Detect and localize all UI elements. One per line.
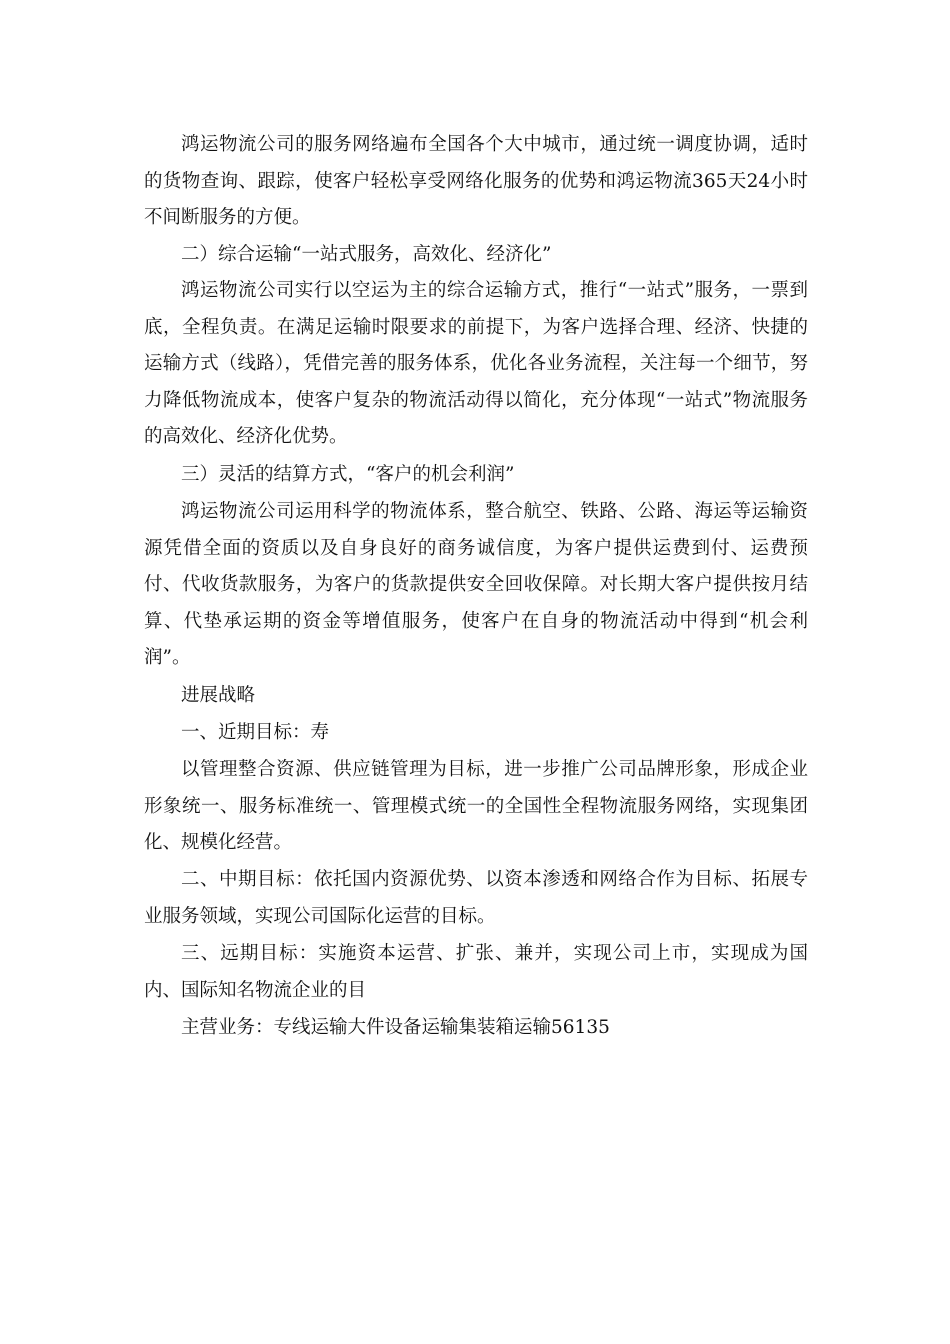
paragraph-long-term-goal: 三、远期目标：实施资本运营、扩张、兼并，实现公司上市，实现成为国内、国际知名物流企业的目 [144, 943, 808, 1001]
heading-integrated-transport: 二）综合运输“一站式服务，高效化、经济化” [181, 244, 552, 265]
heading-settlement: 三）灵活的结算方式，“客户的机会利润” [181, 464, 515, 485]
paragraph-mid-term-goal: 二、中期目标：依托国内资源优势、以资本渗透和网络合作为目标、拓展专业服务领域，实现公司国际化运营的目标。 [144, 869, 808, 927]
heading-strategy: 进展战略 [181, 685, 256, 706]
paragraph-service-network: 鸿运物流公司的服务网络遍布全国各个大中城市，通过统一调度协调，适时的货物查询、跟踪，使客户轻松享受网络化服务的优势和鸿运物流365天24小时不间断服务的方便。 [144, 134, 808, 228]
paragraph-settlement: 鸿运物流公司运用科学的物流体系，整合航空、铁路、公路、海运等运输资源凭借全面的资质以及自身良好的商务诚信度，为客户提供运费到付、运费预付、代收货款服务，为客户的货款提供安全回收保障。对长期大客户提供按月结算、代垫承运期的资金等增值服务，使客户在自身的物流活动中得到“机会利润”。 [144, 501, 808, 668]
paragraph-main-business: 主营业务：专线运输大件设备运输集装箱运输56135 [181, 1017, 610, 1038]
paragraph-integrated-transport: 鸿运物流公司实行以空运为主的综合运输方式，推行“一站式”服务，一票到底，全程负责。在满足运输时限要求的前提下，为客户选择合理、经济、快捷的运输方式（线路），凭借完善的服务体系，优化各业务流程，关注每一个细节，努力降低物流成本，使客户复杂的物流活动得以简化，充分体现“一站式”物流服务的高效化、经济化优势。 [144, 280, 808, 447]
paragraph-near-term-goal: 以管理整合资源、供应链管理为目标，进一步推广公司品牌形象，形成企业形象统一、服务标准统一、管理模式统一的全国性全程物流服务网络，实现集团化、规模化经营。 [144, 759, 808, 853]
heading-near-term-goal: 一、近期目标：寿 [181, 722, 330, 743]
